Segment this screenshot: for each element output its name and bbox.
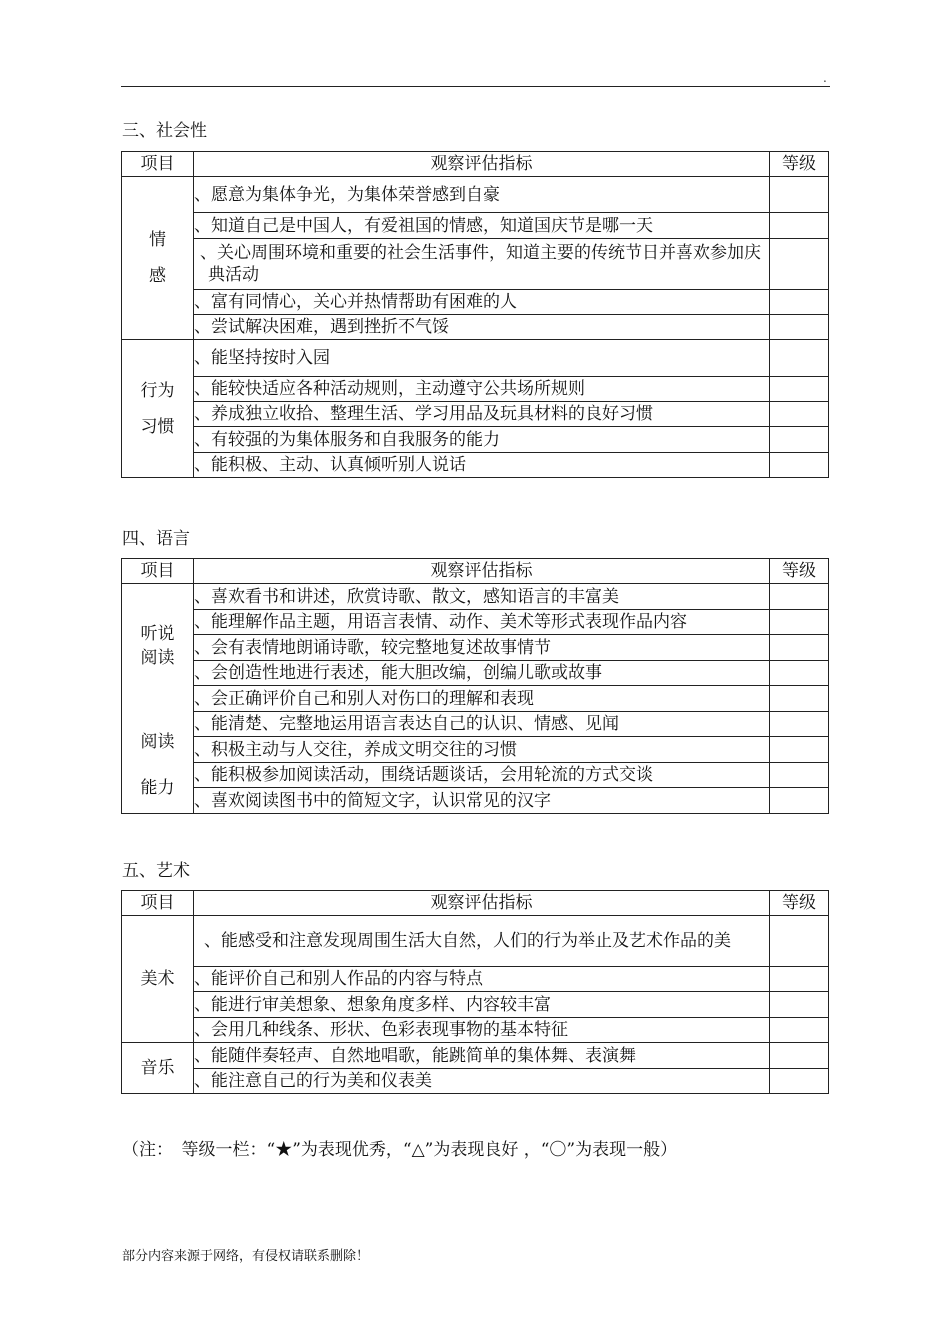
table-row — [122, 1069, 829, 1094]
col-header-indicator: 观察评估指标 — [194, 559, 770, 584]
col-header-indicator: 观察评估指标 — [194, 891, 770, 916]
footer-disclaimer: 部分内容来源于网络，有侵权请联系删除！ — [122, 1249, 370, 1264]
col-header-item: 项目 — [122, 152, 194, 177]
grade-cell[interactable] — [770, 992, 829, 1018]
indicator-cell: 、喜欢看书和讲述，欣赏诗歌、散文，感知语言的丰富美 — [194, 584, 770, 610]
category-cell-habits — [122, 340, 194, 478]
grade-cell[interactable] — [770, 1069, 829, 1094]
category-label: 阅读 — [140, 732, 175, 752]
indicator-cell: 、能理解作品主题，用语言表情、动作、美术等形式表现作品内容 — [194, 610, 770, 635]
grade-cell[interactable] — [770, 453, 829, 478]
table-row — [122, 992, 829, 1018]
indicator-cell: 、有较强的为集体服务和自我服务的能力 — [194, 427, 770, 453]
col-header-indicator: 观察评估指标 — [194, 152, 770, 177]
category-label: 情 — [149, 230, 166, 250]
table-language — [121, 558, 829, 814]
category-cell-listening-reading — [122, 584, 194, 814]
category-label: 习惯 — [140, 416, 175, 437]
table-row — [122, 239, 829, 290]
grade-cell[interactable] — [770, 737, 829, 763]
category-label: 美术 — [140, 969, 175, 989]
category-label: 能力 — [140, 778, 175, 798]
section-title-language: 四、语言 — [122, 529, 190, 549]
indicator-cell: 、积极主动与人交往，养成文明交往的习惯 — [194, 737, 770, 763]
grade-legend-note: （注： 等级一栏：“★”为表现优秀，“△”为表现良好 ，“〇”为表现一般） — [122, 1140, 678, 1160]
indicator-cell: 、能评价自己和别人作品的内容与特点 — [194, 967, 770, 992]
table-row — [122, 916, 829, 967]
grade-cell[interactable] — [770, 763, 829, 788]
table-row — [122, 737, 829, 763]
indicator-cell: 、尝试解决困难，遇到挫折不气馁 — [194, 315, 770, 340]
indicator-cell: 、愿意为集体争光，为集体荣誉感到自豪 — [194, 177, 770, 213]
table-header-row — [122, 152, 829, 177]
indicator-cell: 、养成独立收拾、整理生活、学习用品及玩具材料的良好习惯 — [194, 402, 770, 427]
table-header-row — [122, 559, 829, 584]
indicator-cell: 、会创造性地进行表述，能大胆改编，创编儿歌或故事 — [194, 661, 770, 686]
table-art — [121, 890, 829, 1094]
table-row — [122, 377, 829, 402]
table-row — [122, 967, 829, 992]
grade-cell[interactable] — [770, 686, 829, 712]
col-header-item: 项目 — [122, 891, 194, 916]
col-header-grade: 等级 — [770, 891, 829, 916]
table-row — [122, 213, 829, 239]
grade-cell[interactable] — [770, 427, 829, 453]
indicator-cell: 、能积极参加阅读活动，围绕话题谈话，会用轮流的方式交谈 — [194, 763, 770, 788]
grade-cell[interactable] — [770, 377, 829, 402]
grade-cell[interactable] — [770, 213, 829, 239]
grade-cell[interactable] — [770, 661, 829, 686]
table-row — [122, 427, 829, 453]
table-row — [122, 763, 829, 788]
grade-cell[interactable] — [770, 340, 829, 377]
category-cell-music — [122, 1043, 194, 1094]
indicator-cell: 、能注意自己的行为美和仪表美 — [194, 1069, 770, 1094]
category-cell-fine-art — [122, 916, 194, 1043]
table-row — [122, 315, 829, 340]
table-row — [122, 635, 829, 661]
indicator-cell: 、能感受和注意发现周围生活大自然，人们的行为举止及艺术作品的美 — [194, 916, 770, 967]
indicator-cell: 、会有表情地朗诵诗歌，较完整地复述故事情节 — [194, 635, 770, 661]
indicator-cell: 、能坚持按时入园 — [194, 340, 770, 377]
table-row — [122, 712, 829, 737]
table-row — [122, 340, 829, 377]
indicator-cell: 、能较快适应各种活动规则，主动遵守公共场所规则 — [194, 377, 770, 402]
indicator-cell: 、能随伴奏轻声、自然地唱歌，能跳简单的集体舞、表演舞 — [194, 1043, 770, 1069]
grade-cell[interactable] — [770, 1043, 829, 1069]
category-label: 阅读 — [140, 648, 175, 668]
grade-cell[interactable] — [770, 635, 829, 661]
table-social — [121, 151, 829, 478]
grade-cell[interactable] — [770, 1018, 829, 1043]
grade-cell[interactable] — [770, 315, 829, 340]
indicator-cell: 、能积极、主动、认真倾听别人说话 — [194, 453, 770, 478]
table-row — [122, 177, 829, 213]
table-row — [122, 686, 829, 712]
category-label: 行为 — [140, 380, 175, 401]
section-title-art: 五、艺术 — [122, 861, 190, 881]
grade-cell[interactable] — [770, 610, 829, 635]
table-row — [122, 661, 829, 686]
indicator-cell: 、富有同情心，关心并热情帮助有困难的人 — [194, 290, 770, 315]
indicator-cell: 、能进行审美想象、想象角度多样、内容较丰富 — [194, 992, 770, 1018]
col-header-item: 项目 — [122, 559, 194, 584]
table-row — [122, 1018, 829, 1043]
table-header-row — [122, 891, 829, 916]
indicator-cell: 、关心周围环境和重要的社会生活事件，知道主要的传统节日并喜欢参加庆典活动 — [194, 239, 770, 290]
indicator-cell: 、会用几种线条、形状、色彩表现事物的基本特征 — [194, 1018, 770, 1043]
indicator-cell: 、会正确评价自己和别人对伤口的理解和表现 — [194, 686, 770, 712]
grade-cell[interactable] — [770, 584, 829, 610]
table-row — [122, 1043, 829, 1069]
table-row — [122, 584, 829, 610]
indicator-cell: 、能清楚、完整地运用语言表达自己的认识、情感、见闻 — [194, 712, 770, 737]
category-label: 音乐 — [140, 1058, 175, 1078]
table-row — [122, 453, 829, 478]
grade-cell[interactable] — [770, 967, 829, 992]
grade-cell[interactable] — [770, 290, 829, 315]
col-header-grade: 等级 — [770, 152, 829, 177]
header-mark: . — [823, 71, 827, 85]
table-row — [122, 788, 829, 814]
grade-cell[interactable] — [770, 788, 829, 814]
table-row — [122, 290, 829, 315]
indicator-cell: 、喜欢阅读图书中的简短文字，认识常见的汉字 — [194, 788, 770, 814]
category-label: 感 — [149, 266, 166, 286]
section-title-social: 三、社会性 — [122, 121, 207, 141]
table-row — [122, 610, 829, 635]
table-row — [122, 402, 829, 427]
col-header-grade: 等级 — [770, 559, 829, 584]
grade-cell[interactable] — [770, 916, 829, 967]
header-rule — [121, 86, 830, 87]
grade-cell[interactable] — [770, 239, 829, 290]
indicator-cell: 、知道自己是中国人，有爱祖国的情感，知道国庆节是哪一天 — [194, 213, 770, 239]
category-label: 听说 — [140, 624, 175, 644]
grade-cell[interactable] — [770, 177, 829, 213]
grade-cell[interactable] — [770, 712, 829, 737]
grade-cell[interactable] — [770, 402, 829, 427]
category-cell-emotion — [122, 177, 194, 340]
